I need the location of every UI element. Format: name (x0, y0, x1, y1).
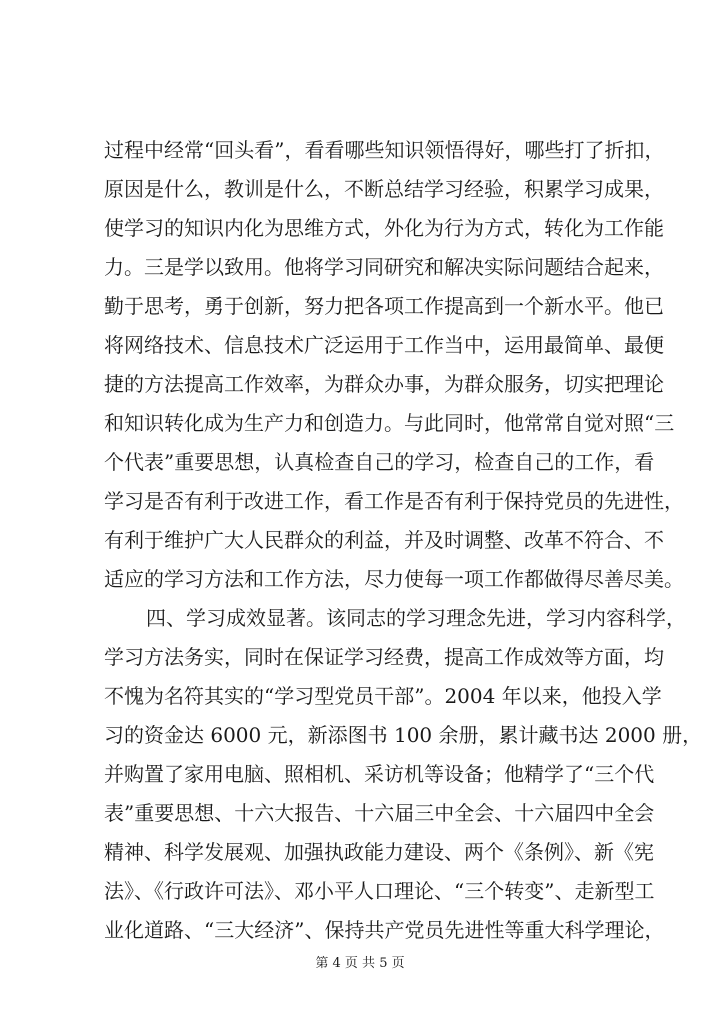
text-line-14: 学习方法务实，同时在保证学习经费，提高工作成效等方面，均 (104, 645, 664, 669)
text-line-1: 过程中经常“回头看”，看看哪些知识领悟得好，哪些打了折扣， (104, 138, 665, 162)
text-line-7: 捷的方法提高工作效率，为群众办事，为群众服务，切实把理论 (104, 372, 664, 396)
text-line-11: 有利于维护广大人民群众的利益，并及时调整、改革不符合、不 (104, 528, 664, 552)
text-line-16: 习的资金达 6000 元，新添图书 100 余册，累计藏书达 2000 册， (104, 723, 703, 747)
text-line-15: 不愧为名符其实的“学习型党员干部”。2004 年以来，他投入学 (104, 684, 662, 708)
text-line-17: 并购置了家用电脑、照相机、采访机等设备；他精学了“三个代 (104, 762, 655, 786)
text-line-8: 和知识转化成为生产力和创造力。与此同时，他常常自觉对照“三 (104, 411, 675, 435)
text-line-5: 勤于思考，勇于创新，努力把各项工作提高到一个新水平。他已 (104, 294, 664, 318)
text-line-4: 力。三是学以致用。他将学习同研究和解决实际问题结合起来， (104, 255, 664, 279)
text-line-10: 学习是否有利于改进工作，看工作是否有利于保持党员的先进性， (104, 489, 684, 513)
text-line-6: 将网络技术、信息技术广泛运用于工作当中，运用最简单、最便 (104, 333, 664, 357)
text-line-9: 个代表”重要思想，认真检查自己的学习，检查自己的工作，看 (104, 450, 655, 474)
text-line-3: 使学习的知识内化为思维方式，外化为行为方式，转化为工作能 (104, 216, 664, 240)
text-line-18: 表”重要思想、十六大报告、十六届三中全会、十六届四中全会 (104, 801, 655, 825)
text-line-2: 原因是什么，教训是什么，不断总结学习经验，积累学习成果， (104, 177, 664, 201)
page-number-footer: 第 4 页 共 5 页 (315, 956, 405, 971)
text-line-19: 精神、科学发展观、加强执政能力建设、两个《条例》、新《宪 (104, 840, 654, 864)
text-line-21: 业化道路、“三大经济”、保持共产党员先进性等重大科学理论， (104, 918, 665, 942)
paragraph-start-line: 四、学习成效显著。该同志的学习理念先进，学习内容科学， (146, 606, 686, 630)
text-line-12: 适应的学习方法和工作方法，尽力使每一项工作都做得尽善尽美。 (104, 567, 684, 591)
text-line-20: 法》、《行政许可法》、邓小平人口理论、“三个转变”、走新型工 (104, 879, 655, 903)
